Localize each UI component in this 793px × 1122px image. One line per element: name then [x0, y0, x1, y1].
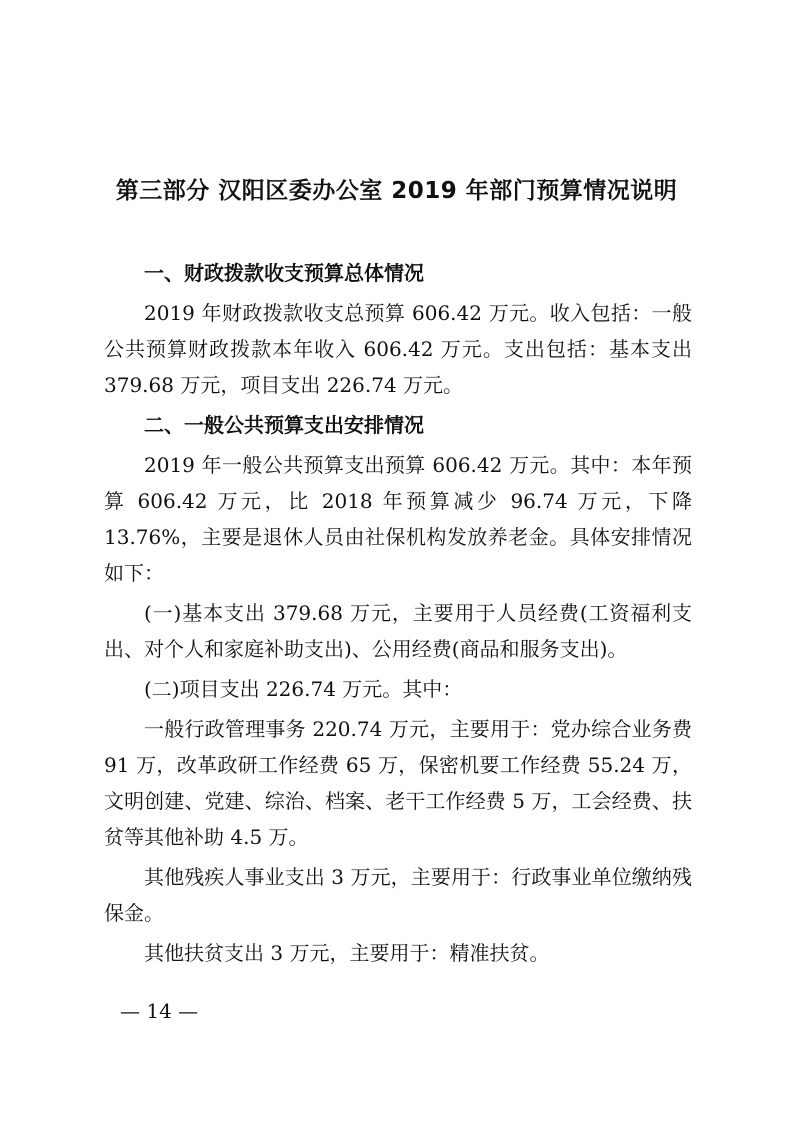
section-heading-2: 二、一般公共预算支出安排情况 [144, 413, 424, 437]
page-number: — 14 — [120, 999, 199, 1023]
section-heading-1: 一、财政拨款收支预算总体情况 [144, 261, 424, 285]
paragraph-poverty: 其他扶贫支出 3 万元，主要用于：精准扶贫。 [144, 941, 550, 965]
paragraph-basic-expenditure: (一)基本支出 379.68 万元，主要用于人员经费(工资福利支出、对个人和家庭补助支出)、公用经费(商品和服务支出)。 [104, 601, 692, 661]
document-title: 第三部分 汉阳区委办公室 2019 年部门预算情况说明 [115, 178, 678, 204]
document-body [104, 255, 692, 971]
paragraph-admin-affairs: 一般行政管理事务 220.74 万元，主要用于：党办综合业务费 91 万，改革政研工作经费 65 万，保密机要工作经费 55.24 万，文明创建、党建、综治、档案、老干工作经费 5 万，工会经费、扶贫等其他补助 4.5 万。 [104, 717, 692, 849]
paragraph-project-expenditure: (二)项目支出 226.74 万元。其中： [144, 677, 463, 701]
paragraph-budget-overview: 2019 年财政拨款收支总预算 606.42 万元。收入包括：一般公共预算财政拨款本年收入 606.42 万元。支出包括：基本支出 379.68 万元，项目支出 226.74 万元。 [104, 301, 692, 397]
paragraph-general-budget: 2019 年一般公共预算支出预算 606.42 万元。其中：本年预算 606.42 万元，比 2018 年预算减少 96.74 万元，下降 13.76%，主要是退休人员由社保机构发放养老金。具体安排情况如下： [104, 453, 692, 585]
paragraph-disability: 其他残疾人事业支出 3 万元，主要用于：行政事业单位缴纳残保金。 [104, 865, 692, 925]
